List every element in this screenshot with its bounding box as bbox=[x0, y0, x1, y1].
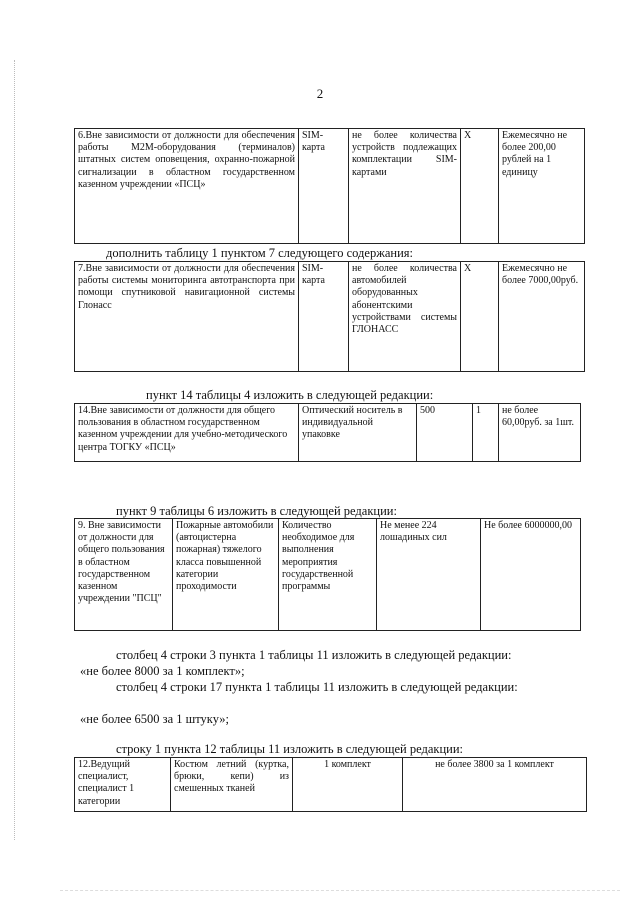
table-6-row-9 bbox=[74, 518, 581, 631]
instruction-4: строку 1 пункта 12 таблицы 11 изложить в следующей редакции: bbox=[116, 742, 463, 756]
paragraph-1-line-2: «не более 8000 за 1 комплект»; bbox=[80, 664, 245, 678]
table-11-row-12 bbox=[74, 757, 587, 812]
table-cell: 14.Вне зависимости от должности для общего пользования в областном государственном казенном учреждении для учебно-методического центра ТОГКУ «ПСЦ» bbox=[75, 404, 299, 462]
paragraph-2-line-1: столбец 4 строки 17 пункта 1 таблицы 11 изложить в следующей редакции: bbox=[116, 680, 518, 694]
table-cell: не более 3800 за 1 комплект bbox=[403, 758, 587, 812]
table-cell: 12.Ведущий специалист, специалист 1 категории bbox=[75, 758, 171, 812]
page-number: 2 bbox=[316, 86, 324, 101]
table-row bbox=[75, 262, 585, 372]
instruction-2: пункт 14 таблицы 4 изложить в следующей редакции: bbox=[146, 388, 434, 402]
instruction-3: пункт 9 таблицы 6 изложить в следующей редакции: bbox=[116, 504, 397, 518]
table-cell: 9. Вне зависимости от должности для общего пользования в областном государственном казенном учреждении "ПСЦ" bbox=[75, 519, 173, 631]
table-1-row-7 bbox=[74, 261, 585, 372]
instruction-1: дополнить таблицу 1 пунктом 7 следующего содержания: bbox=[106, 246, 413, 260]
table-cell: SIM-карта bbox=[299, 262, 349, 372]
table-cell: Ежемесячно не более 200,00 рублей на 1 единицу bbox=[499, 129, 585, 244]
table-cell: Оптический носитель в индивидуальной упаковке bbox=[299, 404, 417, 462]
table-row bbox=[75, 129, 585, 244]
table-cell: Ежемесячно не более 7000,00руб. bbox=[499, 262, 585, 372]
table-cell: не более 60,00руб. за 1шт. bbox=[499, 404, 581, 462]
table-cell: Не менее 224 лошадиных сил bbox=[377, 519, 481, 631]
table-cell: 1 комплект bbox=[293, 758, 403, 812]
table-cell: Пожарные автомобили (автоцистерна пожарная) тяжелого класса повышенной категории проходимости bbox=[173, 519, 279, 631]
footer-rule bbox=[60, 890, 620, 891]
paragraph-1-line-1: столбец 4 строки 3 пункта 1 таблицы 11 изложить в следующей редакции: bbox=[116, 648, 512, 662]
table-cell: 7.Вне зависимости от должности для обеспечения работы системы мониторинга автотранспорта при помощи спутниковой навигационной системы Глонасс bbox=[75, 262, 299, 372]
table-cell: SIM-карта bbox=[299, 129, 349, 244]
table-cell: не более количества автомобилей оборудованных абонентскими устройствами системы ГЛОНАСС bbox=[349, 262, 461, 372]
table-cell: Костюм летний (куртка, брюки, кепи) из смешенных тканей bbox=[171, 758, 293, 812]
table-cell: X bbox=[461, 262, 499, 372]
table-row bbox=[75, 758, 587, 812]
table-cell: 6.Вне зависимости от должности для обеспечения работы M2M-оборудования (терминалов) штатных систем оповещения, охранно-пожарной сигнализации в областном государственном казенном учреждении «ПСЦ» bbox=[75, 129, 299, 244]
table-cell: не более количества устройств подлежащих комплектации SIM-картами bbox=[349, 129, 461, 244]
table-row bbox=[75, 404, 581, 462]
table-cell: Не более 6000000,00 bbox=[481, 519, 581, 631]
table-row bbox=[75, 519, 581, 631]
paragraph-2-line-2: «не более 6500 за 1 штуку»; bbox=[80, 712, 229, 726]
table-cell: Количество необходимое для выполнения мероприятия государственной программы bbox=[279, 519, 377, 631]
table-4-row-14 bbox=[74, 403, 581, 462]
margin-dots bbox=[14, 60, 15, 840]
table-cell: X bbox=[461, 129, 499, 244]
table-1-row-6 bbox=[74, 128, 585, 244]
table-cell: 500 bbox=[417, 404, 473, 462]
table-cell: 1 bbox=[473, 404, 499, 462]
